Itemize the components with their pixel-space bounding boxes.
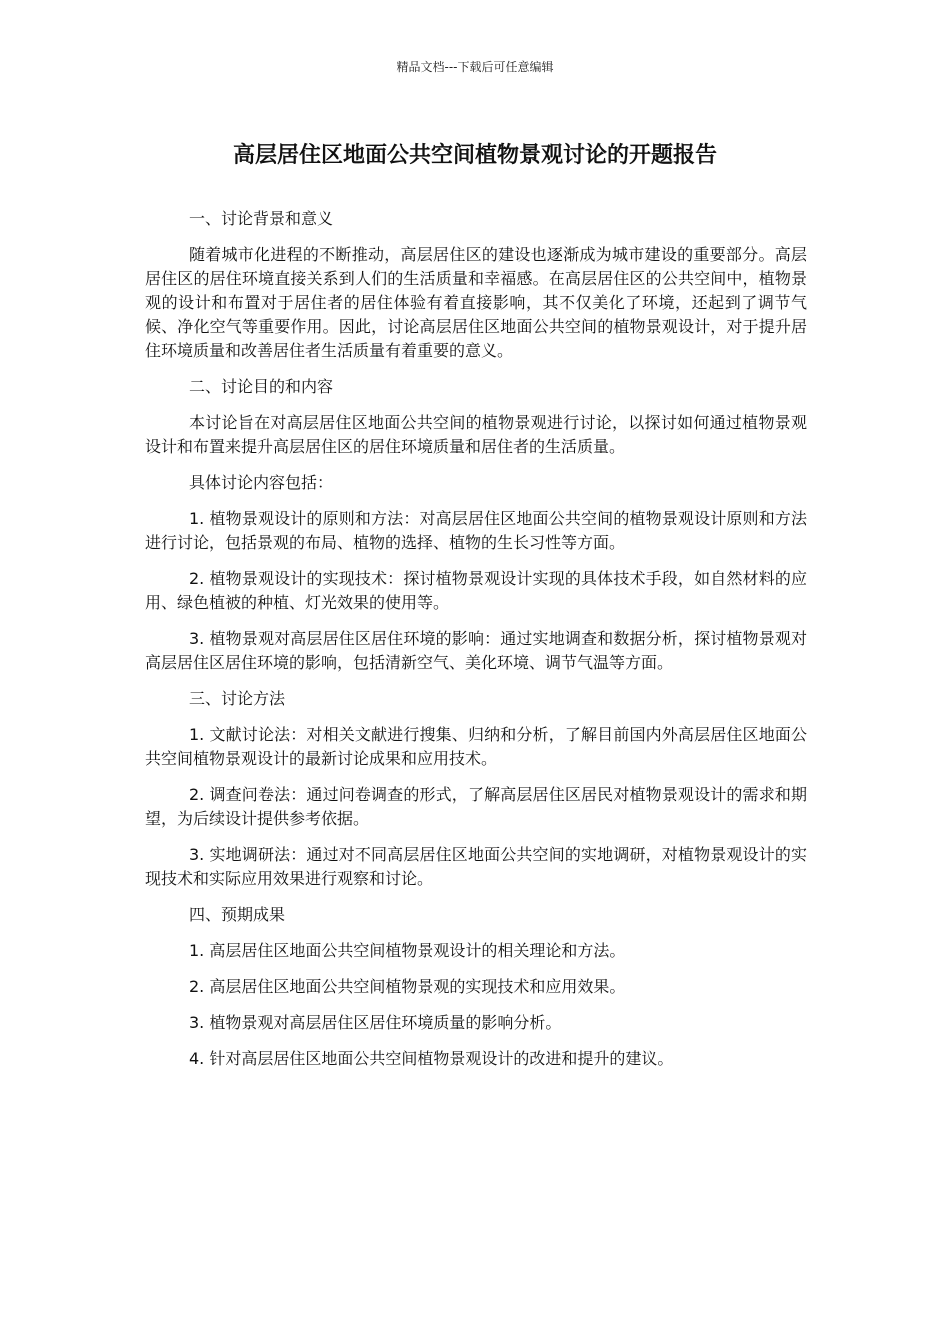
list-item-outcome-4: 4. 针对高层居住区地面公共空间植物景观设计的改进和提升的建议。 [189, 1049, 674, 1068]
section-heading-purpose: 二、讨论目的和内容 [189, 377, 334, 396]
document-body [145, 207, 807, 1083]
list-item-method-3: 3. 实地调研法：通过对不同高层居住区地面公共空间的实地调研，对植物景观设计的实现技术和实际应用效果进行观察和讨论。 [145, 845, 807, 888]
list-item-method-1: 1. 文献讨论法：对相关文献进行搜集、归纳和分析，了解目前国内外高层居住区地面公共空间植物景观设计的最新讨论成果和应用技术。 [145, 725, 807, 768]
list-item-outcome-1: 1. 高层居住区地面公共空间植物景观设计的相关理论和方法。 [189, 941, 626, 960]
document-title: 高层居住区地面公共空间植物景观讨论的开题报告 [232, 143, 717, 168]
section-heading-outcomes: 四、预期成果 [189, 905, 286, 924]
paragraph-content-intro: 具体讨论内容包括： [189, 473, 334, 492]
list-item-method-2: 2. 调查问卷法：通过问卷调查的形式，了解高层居住区居民对植物景观设计的需求和期望，为后续设计提供参考依据。 [145, 785, 807, 828]
section-heading-background: 一、讨论背景和意义 [189, 209, 334, 228]
paragraph-purpose: 本讨论旨在对高层居住区地面公共空间的植物景观进行讨论，以探讨如何通过植物景观设计和布置来提升高层居住区的居住环境质量和居住者的生活质量。 [145, 413, 807, 456]
list-item-outcome-3: 3. 植物景观对高层居住区居住环境质量的影响分析。 [189, 1013, 562, 1032]
list-item-content-3: 3. 植物景观对高层居住区居住环境的影响：通过实地调查和数据分析，探讨植物景观对高层居住区居住环境的影响，包括清新空气、美化环境、调节气温等方面。 [145, 629, 807, 672]
list-item-content-1: 1. 植物景观设计的原则和方法：对高层居住区地面公共空间的植物景观设计原则和方法进行讨论，包括景观的布局、植物的选择、植物的生长习性等方面。 [145, 509, 807, 552]
page-header: 精品文档---下载后可任意编辑 [396, 60, 554, 74]
section-heading-methods: 三、讨论方法 [189, 689, 286, 708]
paragraph-background: 随着城市化进程的不断推动，高层居住区的建设也逐渐成为城市建设的重要部分。高层居住区的居住环境直接关系到人们的生活质量和幸福感。在高层居住区的公共空间中，植物景观的设计和布置对于居住者的居住体验有着直接影响，其不仅美化了环境，还起到了调节气候、净化空气等重要作用。因此，讨论高层居住区地面公共空间的植物景观设计，对于提升居住环境质量和改善居住者生活质量有着重要的意义。 [145, 245, 807, 360]
list-item-content-2: 2. 植物景观设计的实现技术：探讨植物景观设计实现的具体技术手段，如自然材料的应用、绿色植被的种植、灯光效果的使用等。 [145, 569, 807, 612]
list-item-outcome-2: 2. 高层居住区地面公共空间植物景观的实现技术和应用效果。 [189, 977, 626, 996]
